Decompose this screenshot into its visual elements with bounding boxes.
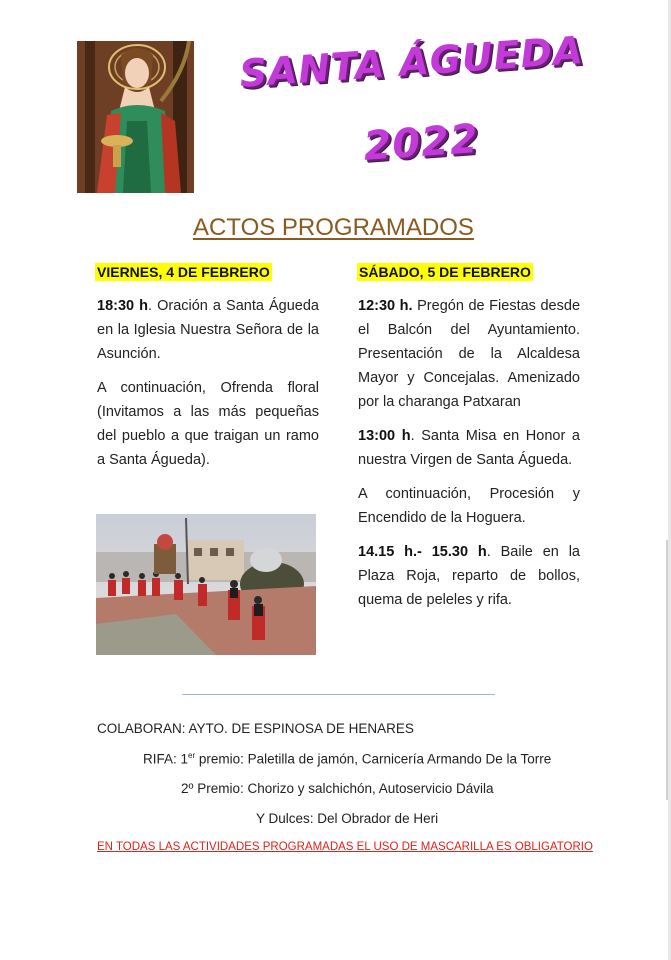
page-shadow	[666, 540, 668, 800]
procession-photo	[96, 514, 316, 655]
raffle-second-prize: 2º Premio: Chorizo y salchichón, Autoservicio Dávila	[181, 781, 494, 796]
saturday-time-2: 13:00 h	[358, 428, 411, 444]
divider	[182, 694, 495, 695]
raffle-rest: premio: Paletilla de jamón, Carnicería Armando De la Torre	[195, 751, 552, 767]
saturday-event-3: A continuación, Procesión y Encendido de la Hoguera.	[358, 486, 580, 526]
saint-image	[77, 41, 194, 193]
sweets-credit: Y Dulces: Del Obrador de Heri	[256, 811, 439, 826]
saturday-time-4: 14.15 h.- 15.30 h	[358, 544, 487, 560]
poster-year: 2022	[362, 115, 481, 170]
saturday-text-1: Pregón de Fiestas desde el Balcón del Ayuntamiento. Presentación de la Alcaldesa Mayor y Concejalas. Amenizado por la charanga Patxaran	[358, 298, 581, 410]
saturday-text-2: . Santa Misa en Honor a nuestra Virgen de Santa Águeda.	[358, 428, 580, 468]
poster-title: SANTA ÁGUEDA	[238, 27, 585, 96]
friday-text-1: . Oración a Santa Águeda en la Iglesia Nuestra Señora de la Asunción.	[97, 298, 319, 362]
raffle-sup: er	[188, 751, 196, 760]
friday-heading: VIERNES, 4 DE FEBRERO	[97, 264, 270, 280]
section-title: ACTOS PROGRAMADOS	[193, 214, 474, 241]
mask-notice: EN TODAS LAS ACTIVIDADES PROGRAMADAS EL USO DE MASCARILLA ES OBLIGATORIO	[97, 841, 593, 853]
raffle-prefix: RIFA: 1	[143, 751, 189, 767]
friday-time-1: 18:30 h	[97, 298, 148, 314]
saturday-column	[358, 294, 580, 622]
friday-column	[97, 294, 319, 482]
saturday-event-4	[358, 540, 580, 612]
saturday-event-2	[358, 424, 580, 472]
saturday-text-4: . Baile en la Plaza Roja, reparto de bollos, quema de peleles y rifa.	[358, 544, 580, 608]
saturday-event-1	[358, 294, 580, 414]
raffle-first-prize	[143, 751, 551, 767]
friday-event-1	[97, 294, 319, 366]
collaborators: COLABORAN: AYTO. DE ESPINOSA DE HENARES	[97, 721, 414, 736]
saturday-time-1: 12:30 h.	[358, 298, 413, 314]
saturday-heading: SÁBADO, 5 DE FEBRERO	[359, 264, 531, 280]
friday-event-2: A continuación, Ofrenda floral (Invitamos a las más pequeñas del pueblo a que traigan un ramo a Santa Águeda).	[97, 380, 319, 468]
